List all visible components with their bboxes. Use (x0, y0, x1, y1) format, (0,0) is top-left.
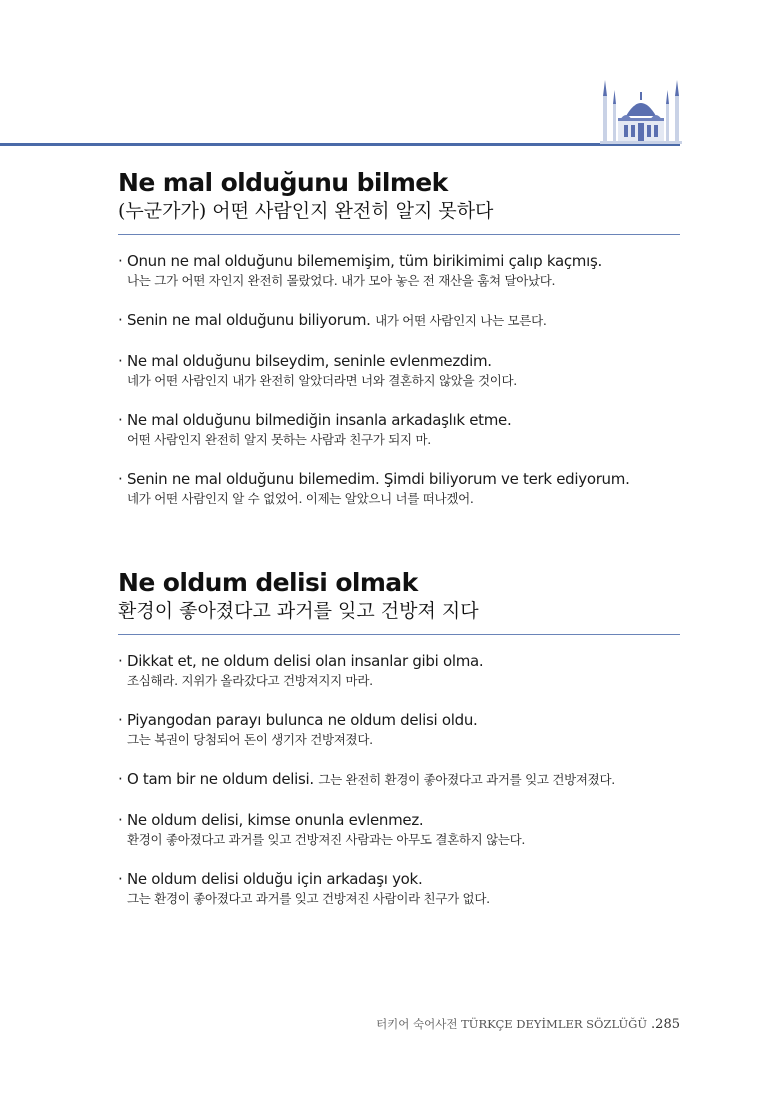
idiom-meaning: (누군가가) 어떤 사람인지 완전히 알지 못하다 (118, 200, 494, 222)
bullet: · (118, 352, 123, 370)
turkish-sentence: Dikkat et, ne oldum delisi olan insanlar gibi olma. (126, 652, 484, 670)
bullet: · (118, 870, 123, 888)
example-item (118, 469, 680, 508)
example-item (118, 710, 680, 749)
korean-translation: 나는 그가 어떤 자인지 완전히 몰랐었다. 내가 모아 놓은 전 재산을 훔쳐 달아났다. (127, 273, 556, 288)
page-number: .285 (651, 1017, 680, 1032)
turkish-sentence: Senin ne mal olduğunu biliyorum. (126, 311, 371, 329)
turkish-sentence: Onun ne mal olduğunu bilememişim, tüm birikimimi çalıp kaçmış. (126, 252, 602, 270)
korean-translation: 어떤 사람인지 완전히 알지 못하는 사람과 친구가 되지 마. (127, 432, 431, 447)
example-item (118, 869, 680, 908)
bullet: · (118, 311, 123, 329)
korean-translation: 네가 어떤 사람인지 알 수 없었어. 이제는 알았으니 너를 떠나겠어. (127, 491, 474, 506)
turkish-sentence: Senin ne mal olduğunu bilemedim. Şimdi biliyorum ve terk ediyorum. (126, 470, 630, 488)
mosque-icon (600, 78, 682, 144)
korean-translation: 그는 완전히 환경이 좋아졌다고 과거를 잊고 건방져졌다. (318, 772, 615, 787)
turkish-sentence: Ne mal olduğunu bilseydim, seninle evlenmezdim. (126, 352, 492, 370)
page-footer (376, 1016, 680, 1032)
bullet: · (118, 811, 123, 829)
bullet: · (118, 470, 123, 488)
korean-translation: 조심해라. 지위가 올라갔다고 건방져지지 마라. (127, 673, 373, 688)
turkish-sentence: Ne oldum delisi, kimse onunla evlenmez. (126, 811, 424, 829)
example-item (118, 410, 680, 449)
example-item (118, 310, 680, 331)
section-rule (118, 234, 680, 235)
header-rule (0, 143, 680, 146)
turkish-sentence: Ne mal olduğunu bilmediğin insanla arkadaşlık etme. (126, 411, 512, 429)
idiom-section-2 (118, 568, 680, 928)
bullet: · (118, 411, 123, 429)
idiom-meaning: 환경이 좋아졌다고 과거를 잊고 건방져 지다 (118, 600, 479, 622)
footer-title: 터키어 숙어사전 TÜRKÇE DEYİMLER SÖZLÜĞÜ (376, 1017, 648, 1031)
example-item (118, 769, 680, 790)
korean-translation: 내가 어떤 사람인지 나는 모른다. (375, 313, 547, 328)
bullet: · (118, 252, 123, 270)
korean-translation: 네가 어떤 사람인지 내가 완전히 알았더라면 너와 결혼하지 않았을 것이다. (127, 373, 517, 388)
korean-translation: 그는 복권이 당첨되어 돈이 생기자 건방져졌다. (127, 732, 373, 747)
bullet: · (118, 711, 123, 729)
bullet: · (118, 652, 123, 670)
idiom-title: Ne mal olduğunu bilmek (118, 168, 448, 197)
idiom-section-1 (118, 168, 680, 528)
turkish-sentence: Ne oldum delisi olduğu için arkadaşı yok. (126, 870, 423, 888)
example-item (118, 251, 680, 290)
example-item (118, 351, 680, 390)
example-item (118, 651, 680, 690)
turkish-sentence: O tam bir ne oldum delisi. (126, 770, 314, 788)
example-item (118, 810, 680, 849)
idiom-title: Ne oldum delisi olmak (118, 568, 418, 597)
bullet: · (118, 770, 123, 788)
korean-translation: 그는 환경이 좋아졌다고 과거를 잊고 건방져진 사람이라 친구가 없다. (127, 891, 490, 906)
section-rule (118, 634, 680, 635)
turkish-sentence: Piyangodan parayı bulunca ne oldum delisi oldu. (126, 711, 478, 729)
korean-translation: 환경이 좋아졌다고 과거를 잊고 건방져진 사람과는 아무도 결혼하지 않는다. (127, 832, 526, 847)
